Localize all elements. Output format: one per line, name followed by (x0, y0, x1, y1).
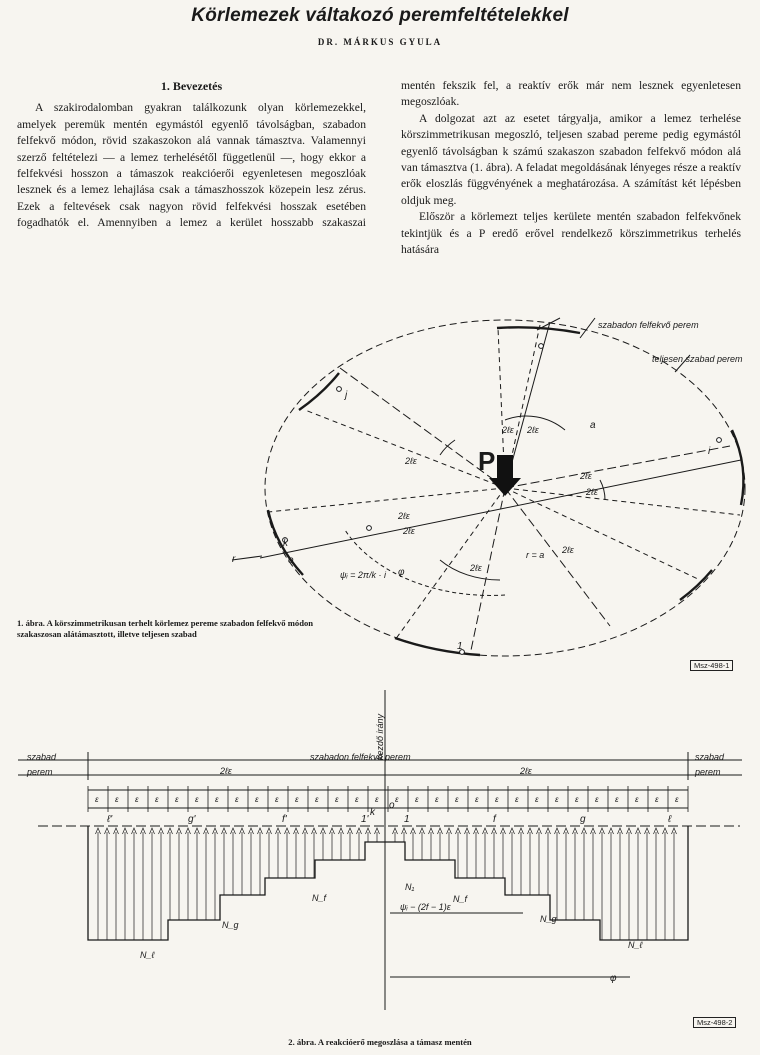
epsilon-tick-label: ε (175, 795, 179, 804)
svg-text:N_ℓ: N_ℓ (140, 950, 155, 960)
label-supported-edge: szabadon felfekvő perem (598, 320, 699, 330)
epsilon-tick-label: ε (135, 795, 139, 804)
svg-text:2ℓε: 2ℓε (586, 487, 598, 497)
epsilon-tick-label: ε (655, 795, 659, 804)
svg-text:N_ℓ: N_ℓ (628, 940, 643, 950)
svg-text:N_f: N_f (453, 894, 468, 904)
svg-text:2ℓε: 2ℓε (398, 511, 410, 521)
epsilon-tick-label: ε (435, 795, 439, 804)
paragraph-problem: A dolgozat azt az esetet tárgyalja, amikor a lemez terhelése körszimmetrikusan megoszló, teljesen szabad pereme pedig egymástól egyenlő távolságban k számú szakaszon szabadon felfekvő módon alá van támasztva (1. ábra). A feladat megoldásának lényeges része a reaktív erők eloszlás függvényének a meghatározása. A számítást két lépésben oldjuk meg. (401, 111, 741, 207)
svg-text:r: r (232, 554, 236, 565)
reaction-profile (88, 826, 688, 940)
paragraph-continued: mentén fekszik fel, a reaktív erők már nem lesznek egyenletesen megoszlóak. (401, 79, 741, 109)
svg-text:N_f: N_f (312, 893, 327, 903)
epsilon-tick-label: ε (395, 795, 399, 804)
section-heading: 1. Bevezetés (160, 79, 223, 93)
svg-text:g': g' (188, 814, 196, 825)
epsilon-tick-label: ε (455, 795, 459, 804)
svg-text:szabad: szabad (695, 752, 725, 762)
svg-text:1': 1' (361, 814, 369, 825)
svg-text:N₁: N₁ (405, 882, 415, 892)
epsilon-tick-label: ε (215, 795, 219, 804)
epsilon-tick-label: ε (635, 795, 639, 804)
article-author: DR. MÁRKUS GYULA (317, 37, 443, 47)
svg-text:r = a: r = a (526, 550, 545, 560)
svg-text:N_g: N_g (540, 914, 557, 924)
svg-text:2ℓε: 2ℓε (580, 471, 592, 481)
svg-text:2ℓε: 2ℓε (520, 766, 532, 776)
svg-text:o: o (288, 555, 294, 566)
svg-text:o: o (389, 800, 395, 811)
svg-text:ℓ: ℓ (668, 814, 672, 825)
epsilon-tick-label: ε (415, 795, 419, 804)
svg-text:szabadon felfekvő perem: szabadon felfekvő perem (310, 752, 411, 762)
figure-2-code: Msz-498-2 (693, 1017, 736, 1028)
epsilon-tick-label: ε (95, 795, 99, 804)
svg-text:2ℓε: 2ℓε (562, 545, 574, 555)
epsilon-tick-label: ε (355, 795, 359, 804)
epsilon-tick-label: ε (675, 795, 679, 804)
svg-text:perem: perem (695, 767, 721, 777)
epsilon-tick-label: ε (535, 795, 539, 804)
epsilon-tick-label: ε (315, 795, 319, 804)
svg-text:φ: φ (398, 567, 405, 578)
svg-text:perem: perem (27, 767, 53, 777)
paragraph-method: Először a körlemezt teljes kerülete mentén szabadon felfekvőnek tekintjük és a P eredő erővel rendelkező körszimmetrikus terhelés hatására (401, 210, 741, 257)
epsilon-tick-label: ε (275, 795, 279, 804)
epsilon-tick-label: ε (375, 795, 379, 804)
epsilon-tick-label: ε (335, 795, 339, 804)
article-title: Körlemezek váltakozó peremfeltételekkel (191, 5, 569, 26)
epsilon-tick-label: ε (255, 795, 259, 804)
axis-label-kezdo-irany: kezdő irány (375, 713, 385, 760)
svg-text:a: a (590, 420, 596, 431)
label-load-p: P (478, 446, 496, 476)
epsilon-tick-label: ε (555, 795, 559, 804)
epsilon-tick-label: ε (515, 795, 519, 804)
epsilon-tick-label: ε (615, 795, 619, 804)
svg-text:f: f (493, 814, 496, 825)
svg-text:2ℓε: 2ℓε (502, 425, 514, 435)
figure-1-code: Msz-498-1 (690, 660, 733, 671)
svg-text:szabad: szabad (27, 752, 57, 762)
epsilon-tick-label: ε (575, 795, 579, 804)
svg-text:ψᵢ − (2f − 1)ε: ψᵢ − (2f − 1)ε (400, 902, 451, 912)
epsilon-tick-label: ε (475, 795, 479, 804)
svg-text:f': f' (282, 814, 287, 825)
svg-text:1: 1 (404, 814, 410, 825)
epsilon-tick-label: ε (155, 795, 159, 804)
figure-2-caption: 2. ábra. A reakcióerő megoszlása a támasz mentén (288, 1037, 472, 1047)
svg-text:2ℓε: 2ℓε (403, 526, 415, 536)
svg-text:2ℓε: 2ℓε (405, 456, 417, 466)
svg-text:1: 1 (457, 641, 463, 652)
epsilon-tick-label: ε (115, 795, 119, 804)
svg-text:k: k (283, 538, 288, 549)
svg-text:2ℓε: 2ℓε (470, 563, 482, 573)
svg-text:2ℓε: 2ℓε (527, 425, 539, 435)
epsilon-tick-label: ε (235, 795, 239, 804)
epsilon-tick-label: ε (595, 795, 599, 804)
svg-text:ℓ': ℓ' (107, 814, 113, 825)
label-free-edge: teljesen szabad perem (652, 354, 743, 364)
svg-text:k: k (370, 807, 375, 818)
svg-text:g: g (580, 814, 586, 825)
epsilon-tick-label: ε (495, 795, 499, 804)
paragraph-intro: A szakirodalomban gyakran találkozunk olyan körlemezekkel, amelyek peremük mentén egymástól egyenlő távolságban, szabadon felfekvő módon, rövid szakaszokon alá vannak támasztva. Valamennyi szerző feltételezi — a lemez terhelésétől függetlenül —, hogy ekkor a felfekvési hosszon a támaszok reakcióerői egyenletesen megoszlóak lesznek és a lemez lehajlása csak a támaszhosszok közepein lesz zérus. Ezek a feltevések csak nagyon rövid felfekvési hosszak esetében fogadhatók el. Amennyiben a lemez a kerület hosszabb szakaszai (17, 101, 366, 230)
svg-text:N_g: N_g (222, 920, 239, 930)
svg-text:ψᵢ = 2π/k · i: ψᵢ = 2π/k · i (340, 570, 386, 580)
epsilon-tick-label: ε (295, 795, 299, 804)
svg-text:j: j (345, 390, 348, 401)
epsilon-tick-label: ε (195, 795, 199, 804)
svg-text:φ: φ (610, 973, 617, 984)
svg-text:2ℓε: 2ℓε (220, 766, 232, 776)
figure-1-caption: 1. ábra. A körszimmetrikusan terhelt körlemez pereme szabadon felfekvő módon szakaszosan alátámasztott, illetve teljesen szabad (17, 618, 314, 639)
svg-text:i: i (708, 446, 711, 457)
